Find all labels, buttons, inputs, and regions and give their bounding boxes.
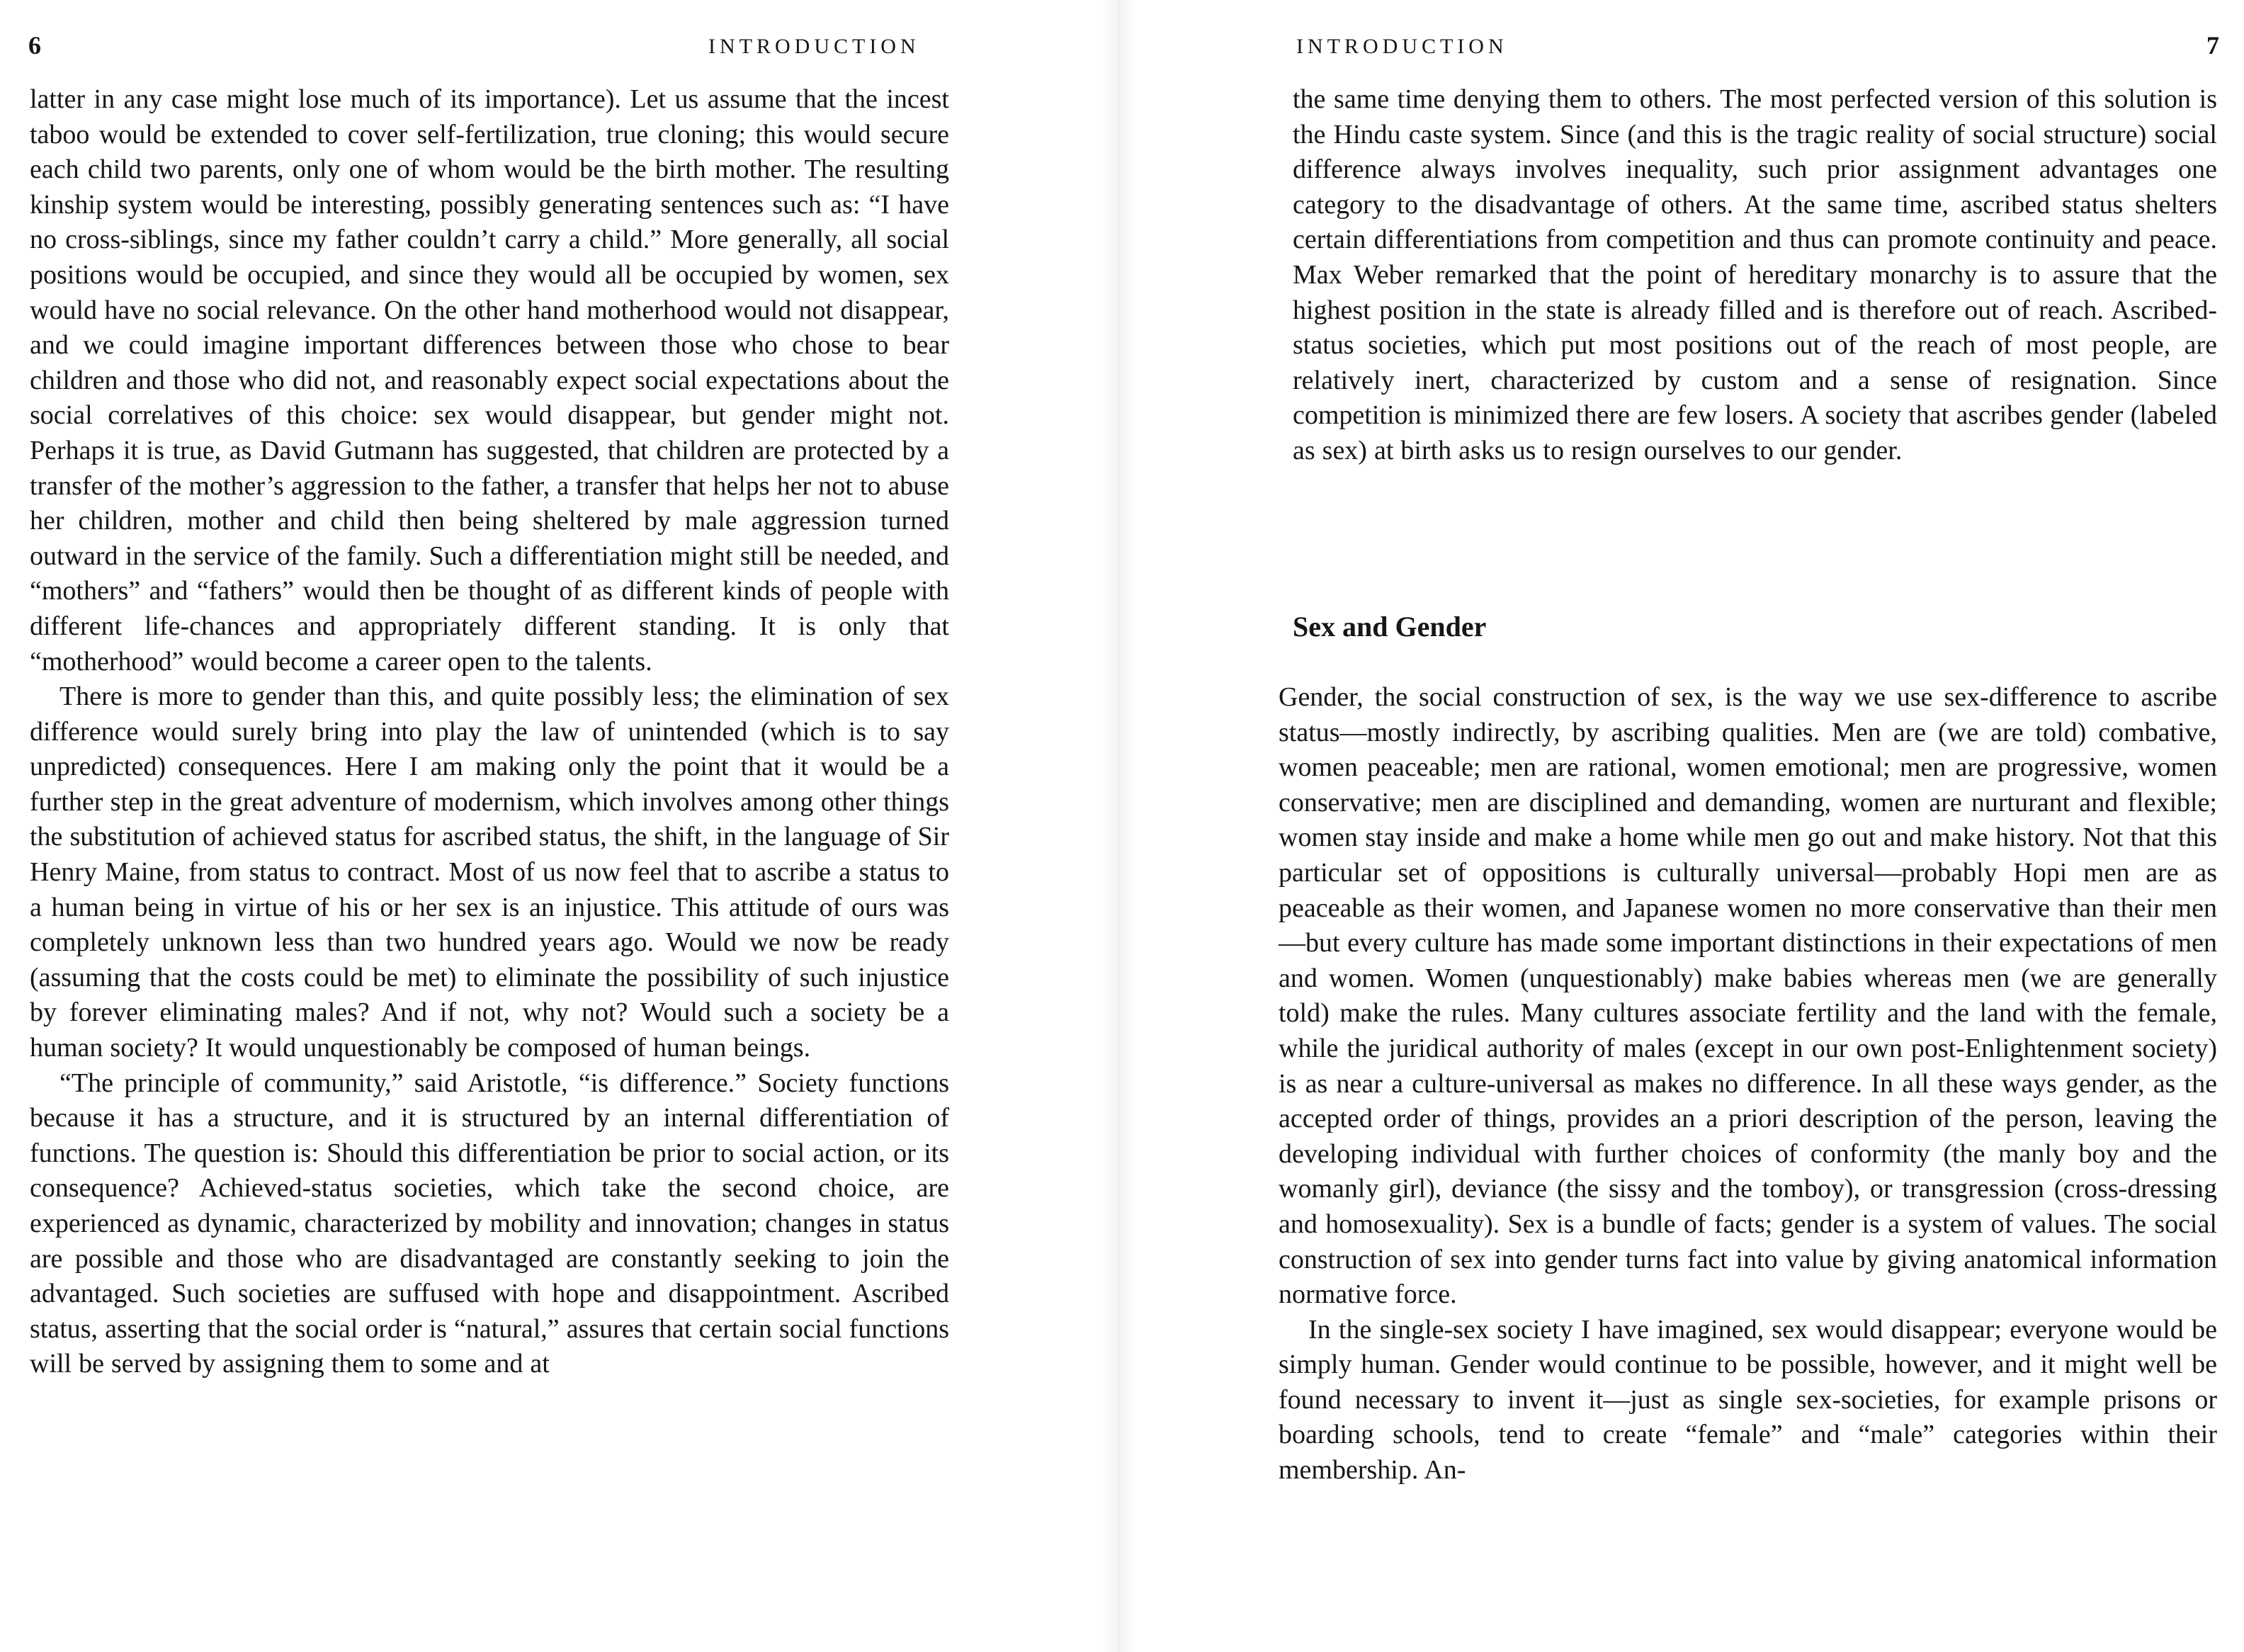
paragraph: “The principle of community,” said Aristotle, “is difference.” Society functions because it has a structure, and it is structured by an internal differentiation of functions. The question is: Should this differentiation be prior to social action, or its consequence? Achieved-status societies, which take the second choice, are experienced as dynamic, characterized by mobility and innovation; changes in status are possible and those who are disadvantaged are constantly seeking to join the advantaged. Such societies are suffused with hope and disappointment. Ascribed status, asserting that the social order is “natural,” assures that certain social functions will be served by assigning them to some and at [30,1068,949,1379]
page-number: 7 [2206,31,2219,60]
right-page-section-body [1279,680,2217,1488]
paragraph: There is more to gender than this, and quite possibly less; the elimination of sex difference would surely bring into play the law of unintended (which is to say unpredicted) consequences. Here I am making only the point that it would be a further step in the great adventure of modernism, which involves among other things the substitution of achieved status for ascribed status, the shift, in the language of Sir Henry Maine, from status to contract. Most of us now feel that to ascribe a status to a human being in virtue of his or her sex is an injustice. This attitude of ours was completely unknown less than two hundred years ago. Would we now be ready (assuming that the costs could be met) to eliminate the possibility of such injustice by forever eliminating males? And if not, why not? Would such a society be a human society? It would unquestionably be composed of human beings. [30,681,949,1063]
right-page-top-body [1293,82,2217,469]
paragraph: In the single-sex society I have imagined, sex would disappear; everyone would be simply human. Gender would continue to be possible, however, and it might well be found necessary to invent it—just as single sex-societies, for example prisons or boarding schools, tend to create “female” and “male” categories within their membership. An- [1279,1314,2217,1486]
left-page [0,0,1119,1652]
section-heading: Sex and Gender [1293,611,1487,643]
paragraph: Gender, the social construction of sex, is the way we use sex-difference to ascribe status—mostly indirectly, by ascribing qualities. Men are (we are told) combative, women peaceable; men are rational, women emotional; men are progressive, women conservative; men are disciplined and demanding, women are nurturant and flexible; women stay inside and make a home while men go out and make history. Not that this particular set of oppositions is culturally universal—probably Hopi men are as peaceable as their women, and Japanese women no more conservative than their men—but every culture has made some important distinctions in their expectations of men and women. Women (unquestionably) make babies whereas men (we are generally told) make the rules. Many cultures associate fertility and the land with the female, while the juridical authority of males (except in our own post-Enlightenment society) is as near a culture-universal as makes no difference. In all these ways gender, as the accepted order of things, provides an a priori description of the person, leaving the developing individual with further choices of conformity (the manly boy and the womanly girl), deviance (the sissy and the tomboy), or transgression (cross-dressing and homosexuality). Sex is a bundle of facts; gender is a system of values. The social construction of sex into gender turns fact into value by giving anatomical information normative force. [1279,682,2217,1310]
running-head: INTRODUCTION [708,35,920,58]
left-page-body [30,82,949,1382]
right-page [1119,0,2244,1652]
running-head: INTRODUCTION [1296,35,1508,58]
paragraph: latter in any case might lose much of its importance). Let us assume that the incest taboo would be extended to cover self-fertilization, true cloning; this would secure each child two parents, only one of whom would be the birth mother. The resulting kinship system would be interesting, possibly generating sentences such as: “I have no cross-siblings, since my father couldn’t carry a child.” More generally, all social positions would be occupied, and since they would all be occupied by women, sex would have no social relevance. On the other hand motherhood would not disappear, and we could imagine important differences between those who chose to bear children and those who did not, and reasonably expect social expectations about the social correlatives of this choice: sex would disappear, but gender might not. Perhaps it is true, as David Gutmann has suggested, that children are protected by a transfer of the mother’s aggression to the father, a transfer that helps her not to abuse her children, mother and child then being sheltered by male aggression turned outward in the service of the family. Such a differentiation might still be needed, and “mothers” and “fathers” would then be thought of as different kinds of people with different life-chances and appropriately different standing. It is only that “motherhood” would become a career open to the talents. [30,84,949,677]
page-number: 6 [28,31,41,60]
paragraph: the same time denying them to others. The most perfected version of this solution is the Hindu caste system. Since (and this is the tragic reality of social structure) social difference always involves inequality, such prior assignment advantages one category to the disadvantage of others. At the same time, ascribed status shelters certain differentiations from competition and thus can promote continuity and peace. Max Weber remarked that the point of hereditary monarchy is to assure that the highest position in the state is already filled and is therefore out of reach. Ascribed-status societies, which put most positions out of the reach of most people, are relatively inert, characterized by custom and a sense of resignation. Since competition is minimized there are few losers. A society that ascribes gender (labeled as sex) at birth asks us to resign ourselves to our gender. [1293,84,2217,465]
